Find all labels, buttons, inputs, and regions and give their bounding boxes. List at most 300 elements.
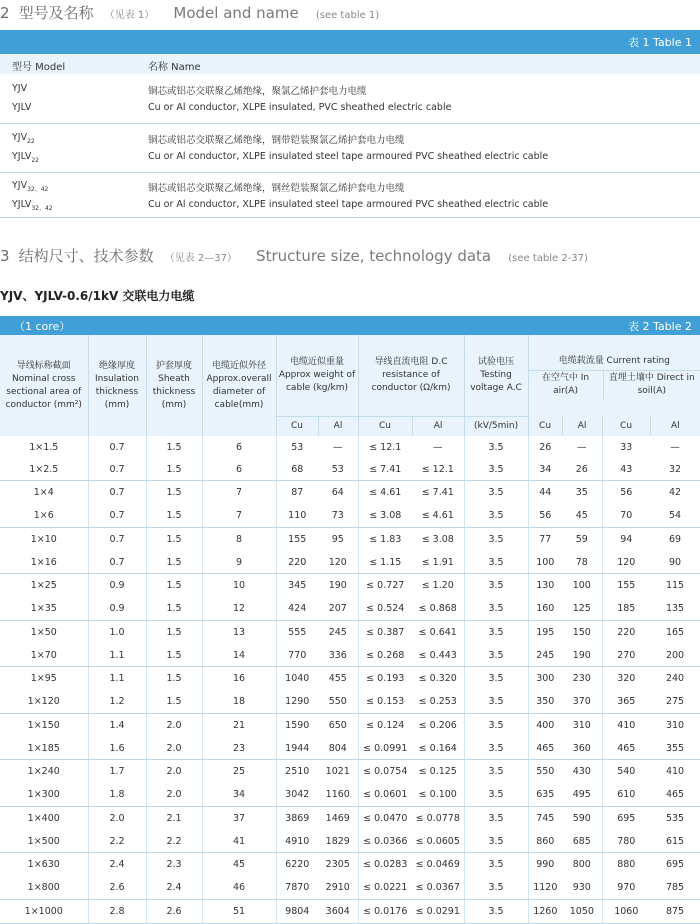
cell-res-al: ≤ 0.641 bbox=[412, 620, 464, 644]
cell-diameter: 7 bbox=[202, 481, 276, 505]
cell-weight-cu: 87 bbox=[291, 487, 304, 499]
cell-res-cu: ≤ 0.0176 bbox=[358, 899, 412, 923]
section-number: 3 bbox=[0, 247, 10, 265]
cell-soil-cu: 320 bbox=[617, 673, 636, 685]
cell-weight-cu: 7870 bbox=[276, 877, 318, 900]
specs-table bbox=[0, 335, 700, 924]
cell-soil-al: 165 bbox=[665, 626, 685, 638]
cell-section: 1×1000 bbox=[0, 899, 88, 923]
cell-weight-al: 120 bbox=[318, 551, 358, 574]
cell-voltage: 3.5 bbox=[464, 691, 528, 714]
cell-soil-al: 54 bbox=[650, 505, 700, 528]
cell-voltage: 3.5 bbox=[464, 644, 528, 667]
cell-res-al: ≤ 0.206 bbox=[412, 713, 464, 737]
cell-air-al: 78 bbox=[562, 551, 602, 574]
cell-air-al: 35 bbox=[562, 481, 602, 505]
cell-voltage: 3.5 bbox=[464, 620, 528, 644]
cell-sheath: 1.5 bbox=[146, 598, 202, 621]
cell-voltage: 3.5 bbox=[464, 853, 528, 877]
section-title-cn: 结构尺寸、技术参数 bbox=[18, 247, 154, 265]
cell-soil-al: 355 bbox=[650, 737, 700, 760]
cell-res-cu: ≤ 0.0221 bbox=[358, 877, 412, 900]
cell-air-al: 310 bbox=[562, 713, 602, 737]
cell-soil-al: 410 bbox=[665, 766, 685, 778]
cell-soil-cu: 185 bbox=[602, 598, 650, 621]
cell-res-cu: ≤ 4.61 bbox=[369, 487, 402, 499]
table1-caption-bar bbox=[0, 30, 700, 54]
cell-sheath: 1.5 bbox=[146, 505, 202, 528]
cell-soil-al: 135 bbox=[650, 598, 700, 621]
model-name-en: Cu or Al conductor, XLPE insulated steel tape armoured PVC sheathed electric cable bbox=[148, 199, 549, 210]
cell-voltage: 3.5 bbox=[464, 737, 528, 760]
table-row bbox=[0, 737, 700, 760]
cell-diameter: 23 bbox=[202, 737, 276, 760]
cell-section: 1×6 bbox=[0, 505, 88, 528]
cell-weight-al: 3604 bbox=[318, 899, 358, 923]
cell-soil-cu: 780 bbox=[602, 830, 650, 853]
table-row bbox=[0, 644, 700, 667]
table1-label: 表 1 Table 1 bbox=[628, 36, 692, 49]
cell-sheath: 2.0 bbox=[146, 713, 202, 737]
cell-sheath: 2.3 bbox=[146, 853, 202, 877]
cell-diameter: 25 bbox=[202, 760, 276, 784]
cell-sheath: 1.5 bbox=[146, 551, 202, 574]
model-name-en: Cu or Al conductor, XLPE insulated, PVC sheathed electric cable bbox=[148, 102, 452, 113]
cell-sheath: 2.6 bbox=[146, 899, 202, 923]
cell-res-cu: ≤ 0.0754 bbox=[363, 766, 408, 778]
cell-res-cu: ≤ 0.153 bbox=[358, 691, 412, 714]
cell-diameter: 6 bbox=[202, 436, 276, 458]
section-title-structure bbox=[0, 245, 588, 266]
cell-soil-cu: 94 bbox=[620, 533, 633, 545]
cell-air-cu: 350 bbox=[528, 691, 562, 714]
cell-weight-al: 1021 bbox=[318, 760, 358, 784]
cell-insulation: 1.0 bbox=[88, 620, 146, 644]
cell-res-cu: ≤ 0.0470 bbox=[363, 812, 408, 824]
cell-section: 1×120 bbox=[0, 691, 88, 714]
cell-air-al: 800 bbox=[562, 853, 602, 877]
cell-sheath: 2.4 bbox=[146, 877, 202, 900]
cell-air-al: 125 bbox=[562, 598, 602, 621]
cell-weight-al: 73 bbox=[318, 505, 358, 528]
table-row bbox=[0, 527, 700, 551]
cell-soil-al: 240 bbox=[665, 673, 685, 685]
table-row bbox=[0, 853, 700, 877]
cell-soil-cu: 410 bbox=[617, 719, 636, 731]
cell-insulation: 0.9 bbox=[88, 574, 146, 598]
cell-diameter: 8 bbox=[202, 527, 276, 551]
cell-res-al: ≤ 0.164 bbox=[412, 737, 464, 760]
cell-voltage: 3.5 bbox=[464, 713, 528, 737]
cell-weight-cu: 1040 bbox=[285, 673, 310, 685]
cell-weight-al: 1160 bbox=[318, 784, 358, 807]
cell-weight-cu: 53 bbox=[291, 441, 304, 453]
table1-header bbox=[0, 54, 700, 74]
cell-section: 1×25 bbox=[0, 574, 88, 598]
cell-diameter: 37 bbox=[202, 806, 276, 830]
cell-insulation: 0.7 bbox=[88, 551, 146, 574]
header-soil: 直埋土壤中 Direct in soil(A) bbox=[608, 372, 695, 396]
cell-soil-al: 875 bbox=[650, 899, 700, 923]
cell-section: 1×16 bbox=[0, 551, 88, 574]
cell-air-cu: 130 bbox=[536, 580, 555, 592]
header-rating-label: 电缆载流量 Current rating bbox=[529, 353, 700, 371]
cell-air-al: 360 bbox=[562, 737, 602, 760]
cell-res-al: ≤ 0.0367 bbox=[412, 877, 464, 900]
cell-weight-cu: 68 bbox=[276, 458, 318, 481]
cell-section: 1×300 bbox=[0, 784, 88, 807]
cell-diameter: 14 bbox=[202, 644, 276, 667]
cell-diameter: 10 bbox=[202, 574, 276, 598]
cell-weight-cu: 3042 bbox=[276, 784, 318, 807]
cell-res-al: ≤ 0.100 bbox=[412, 784, 464, 807]
section-number: 2 bbox=[0, 4, 10, 22]
cell-section: 1×70 bbox=[0, 644, 88, 667]
cell-soil-al: 535 bbox=[665, 812, 685, 824]
cell-air-al: 370 bbox=[562, 691, 602, 714]
cell-soil-cu: 880 bbox=[617, 859, 636, 871]
table1-header-model: 型号 Model bbox=[12, 62, 66, 73]
cell-res-al: ≤ 0.0778 bbox=[412, 806, 464, 830]
cell-air-cu: 44 bbox=[539, 487, 552, 499]
cell-weight-al: 95 bbox=[318, 527, 358, 551]
cell-section: 1×185 bbox=[0, 737, 88, 760]
cell-air-cu: 745 bbox=[536, 812, 555, 824]
table1-row bbox=[0, 124, 700, 173]
cell-soil-cu: 70 bbox=[602, 505, 650, 528]
cell-air-cu: 160 bbox=[528, 598, 562, 621]
cell-insulation: 0.7 bbox=[88, 527, 146, 551]
cell-section: 1×150 bbox=[0, 713, 88, 737]
cell-voltage: 3.5 bbox=[464, 667, 528, 691]
cell-sheath: 1.5 bbox=[146, 574, 202, 598]
cell-voltage: 3.5 bbox=[464, 877, 528, 900]
cell-soil-cu: 970 bbox=[602, 877, 650, 900]
cell-insulation: 0.7 bbox=[88, 458, 146, 481]
cell-res-al: ≤ 1.20 bbox=[412, 574, 464, 598]
cell-section: 1×400 bbox=[0, 806, 88, 830]
cell-res-al: ≤ 0.320 bbox=[412, 667, 464, 691]
cell-soil-cu: 365 bbox=[602, 691, 650, 714]
cell-diameter: 21 bbox=[202, 713, 276, 737]
cell-air-cu: 1260 bbox=[528, 899, 562, 923]
table-row bbox=[0, 620, 700, 644]
cell-soil-al: 615 bbox=[650, 830, 700, 853]
header-section: 导线标称截面 Nominal cross sectional area of conductor (mm²) bbox=[0, 335, 88, 436]
cell-sheath: 2.0 bbox=[146, 784, 202, 807]
cell-soil-al: 32 bbox=[650, 458, 700, 481]
cell-air-al: 495 bbox=[562, 784, 602, 807]
cell-air-al: — bbox=[562, 436, 602, 458]
header-air: 在空气中 In air(A) bbox=[529, 371, 604, 399]
section-title-model bbox=[0, 2, 379, 23]
cell-weight-al: 455 bbox=[318, 667, 358, 691]
cell-diameter: 9 bbox=[202, 551, 276, 574]
cell-diameter: 16 bbox=[202, 667, 276, 691]
cell-soil-cu: 56 bbox=[620, 487, 633, 499]
table-row bbox=[0, 784, 700, 807]
header-air-cu: Cu bbox=[528, 416, 562, 436]
table1-row bbox=[0, 75, 700, 124]
cell-soil-cu: 220 bbox=[617, 626, 636, 638]
cell-voltage: 3.5 bbox=[464, 806, 528, 830]
model-name-cn: 铜芯或铝芯交联聚乙烯绝缘，聚氯乙烯护套电力电缆 bbox=[148, 86, 367, 97]
cell-weight-al: 2305 bbox=[318, 853, 358, 877]
cell-sheath: 2.0 bbox=[146, 760, 202, 784]
header-res-cu: Cu bbox=[358, 416, 412, 436]
cell-air-cu: 860 bbox=[528, 830, 562, 853]
cell-section: 1×95 bbox=[0, 667, 88, 691]
section-title-en: Model and name bbox=[173, 4, 299, 22]
cell-air-cu: 990 bbox=[536, 859, 555, 871]
cell-weight-al: 550 bbox=[318, 691, 358, 714]
cell-insulation: 2.2 bbox=[88, 830, 146, 853]
cell-res-cu: ≤ 0.268 bbox=[358, 644, 412, 667]
cell-res-cu: ≤ 0.0283 bbox=[363, 859, 408, 871]
cell-weight-al: 336 bbox=[318, 644, 358, 667]
cell-weight-al: 64 bbox=[318, 481, 358, 505]
cell-voltage: 3.5 bbox=[464, 598, 528, 621]
table-row bbox=[0, 830, 700, 853]
table-row bbox=[0, 691, 700, 714]
model-name-en: Cu or Al conductor, XLPE insulated steel tape armoured PVC sheathed electric cable bbox=[148, 151, 549, 162]
cell-diameter: 34 bbox=[202, 784, 276, 807]
cell-insulation: 0.7 bbox=[88, 436, 146, 458]
model-code-al: $YJLV_{32、42}$ bbox=[12, 199, 53, 212]
cell-voltage: 3.5 bbox=[464, 830, 528, 853]
cell-air-al: 1050 bbox=[562, 899, 602, 923]
cell-res-cu: ≤ 1.83 bbox=[369, 533, 402, 545]
table-row bbox=[0, 713, 700, 737]
cell-weight-cu: 1590 bbox=[285, 719, 310, 731]
cell-res-al: ≤ 0.443 bbox=[412, 644, 464, 667]
cell-res-cu: ≤ 0.0991 bbox=[358, 737, 412, 760]
cable-subheading: YJV、YJLV-0.6/1kV 交联电力电缆 bbox=[0, 289, 195, 303]
cell-insulation: 1.6 bbox=[88, 737, 146, 760]
section-note-cn: （见表 2—37） bbox=[164, 253, 238, 264]
cell-diameter: 7 bbox=[202, 505, 276, 528]
cell-air-cu: 100 bbox=[528, 551, 562, 574]
cell-insulation: 0.7 bbox=[88, 505, 146, 528]
cell-weight-cu: 345 bbox=[288, 580, 307, 592]
model-name-cn: 铜芯或铝芯交联聚乙烯绝缘，钢带铠装聚氯乙烯护套电力电缆 bbox=[148, 135, 405, 146]
cell-weight-cu: 220 bbox=[276, 551, 318, 574]
cell-soil-al: 200 bbox=[650, 644, 700, 667]
cell-insulation: 1.8 bbox=[88, 784, 146, 807]
cell-air-cu: 56 bbox=[528, 505, 562, 528]
cell-soil-cu: 43 bbox=[602, 458, 650, 481]
cell-insulation: 2.6 bbox=[88, 877, 146, 900]
cell-diameter: 13 bbox=[202, 620, 276, 644]
cell-voltage: 3.5 bbox=[464, 505, 528, 528]
cell-section: 1×10 bbox=[0, 527, 88, 551]
table2-label: 表 2 Table 2 bbox=[628, 319, 692, 333]
cell-res-cu: ≤ 1.15 bbox=[358, 551, 412, 574]
header-weight-cu: Cu bbox=[276, 416, 318, 436]
section-note-en: (see table 1) bbox=[315, 10, 380, 21]
cell-soil-al: — bbox=[670, 441, 680, 453]
cell-section: 1×35 bbox=[0, 598, 88, 621]
model-code-al: $YJLV_{22}$ bbox=[12, 151, 39, 164]
cell-res-cu: ≤ 0.193 bbox=[366, 673, 405, 685]
cell-weight-cu: 9804 bbox=[276, 899, 318, 923]
cell-res-al: ≤ 3.08 bbox=[412, 527, 464, 551]
cell-soil-cu: 540 bbox=[617, 766, 636, 778]
cell-res-cu: ≤ 12.1 bbox=[369, 441, 402, 453]
cell-air-cu: 245 bbox=[528, 644, 562, 667]
cell-sheath: 1.5 bbox=[146, 481, 202, 505]
table1-row bbox=[0, 172, 700, 218]
cell-air-cu: 400 bbox=[536, 719, 555, 731]
cell-air-cu: 300 bbox=[536, 673, 555, 685]
header-insulation: 绝缘厚度 Insulation thickness (mm) bbox=[88, 335, 146, 436]
cell-section: 1×50 bbox=[0, 620, 88, 644]
header-rating bbox=[528, 335, 700, 416]
cell-soil-al: 69 bbox=[668, 533, 682, 545]
cell-weight-cu: 1290 bbox=[276, 691, 318, 714]
cell-air-cu: 26 bbox=[539, 441, 552, 453]
cell-air-al: 430 bbox=[562, 760, 602, 784]
cell-weight-cu: 555 bbox=[288, 626, 307, 638]
cell-sheath: 2.0 bbox=[146, 737, 202, 760]
cell-air-cu: 550 bbox=[536, 766, 555, 778]
cell-res-cu: ≤ 0.524 bbox=[358, 598, 412, 621]
cell-insulation: 2.4 bbox=[88, 853, 146, 877]
cell-weight-al: 190 bbox=[318, 574, 358, 598]
cell-insulation: 2.8 bbox=[88, 899, 146, 923]
cell-voltage: 3.5 bbox=[464, 458, 528, 481]
model-code-al: YJLV bbox=[12, 102, 32, 113]
cell-diameter: 18 bbox=[202, 691, 276, 714]
table-row bbox=[0, 436, 700, 458]
cell-weight-al: 1469 bbox=[318, 806, 358, 830]
cell-weight-al: 1829 bbox=[318, 830, 358, 853]
cell-res-al: ≤ 0.125 bbox=[412, 760, 464, 784]
cell-weight-cu: 2510 bbox=[285, 766, 310, 778]
cell-air-al: 150 bbox=[562, 620, 602, 644]
cell-res-al: ≤ 0.0469 bbox=[412, 853, 464, 877]
cell-air-cu: 34 bbox=[528, 458, 562, 481]
section-title-cn: 型号及名称 bbox=[18, 4, 94, 22]
header-soil-cu: Cu bbox=[602, 416, 650, 436]
cell-weight-al: 2910 bbox=[318, 877, 358, 900]
cell-soil-cu: 1060 bbox=[602, 899, 650, 923]
section-title-en: Structure size, technology data bbox=[256, 247, 492, 265]
header-diameter: 电缆近似外径 Approx.overall diameter of cable(mm) bbox=[202, 335, 276, 436]
cell-section: 1×2.5 bbox=[0, 458, 88, 481]
cell-air-al: 685 bbox=[562, 830, 602, 853]
cell-air-al: 100 bbox=[562, 574, 602, 598]
cell-section: 1×240 bbox=[0, 760, 88, 784]
cell-weight-al: — bbox=[318, 436, 358, 458]
cell-insulation: 1.7 bbox=[88, 760, 146, 784]
header-weight: 电缆近似重量 Approx weight of cable (kg/km) bbox=[276, 335, 358, 416]
cell-sheath: 1.5 bbox=[146, 458, 202, 481]
cell-insulation: 0.7 bbox=[88, 481, 146, 505]
cell-weight-cu: 4910 bbox=[276, 830, 318, 853]
cell-weight-al: 53 bbox=[318, 458, 358, 481]
cell-sheath: 1.5 bbox=[146, 527, 202, 551]
cell-voltage: 3.5 bbox=[464, 574, 528, 598]
cell-insulation: 2.0 bbox=[88, 806, 146, 830]
cell-soil-cu: 155 bbox=[617, 580, 636, 592]
cell-air-cu: 635 bbox=[528, 784, 562, 807]
cell-voltage: 3.5 bbox=[464, 899, 528, 923]
header-sheath: 护套厚度 Sheath thickness (mm) bbox=[146, 335, 202, 436]
cell-sheath: 1.5 bbox=[146, 620, 202, 644]
header-resistance: 导线直流电阻 D.C resistance of conductor (Ω/km) bbox=[358, 335, 464, 416]
cell-weight-al: 207 bbox=[318, 598, 358, 621]
cell-section: 1×500 bbox=[0, 830, 88, 853]
cell-diameter: 51 bbox=[202, 899, 276, 923]
table-row bbox=[0, 667, 700, 691]
cell-weight-cu: 424 bbox=[276, 598, 318, 621]
model-code: YJV bbox=[12, 83, 28, 94]
header-air-al: Al bbox=[562, 416, 602, 436]
cell-weight-cu: 6220 bbox=[285, 859, 310, 871]
cell-diameter: 41 bbox=[202, 830, 276, 853]
table-row bbox=[0, 551, 700, 574]
cell-diameter: 6 bbox=[202, 458, 276, 481]
table-row bbox=[0, 806, 700, 830]
cell-voltage: 3.5 bbox=[464, 527, 528, 551]
cell-res-cu: ≤ 0.124 bbox=[366, 719, 405, 731]
cell-weight-cu: 110 bbox=[276, 505, 318, 528]
header-voltage: 试验电压 Testing voltage A.C bbox=[464, 335, 528, 416]
cell-voltage: 3.5 bbox=[464, 760, 528, 784]
cell-air-al: 230 bbox=[562, 667, 602, 691]
cell-soil-cu: 120 bbox=[602, 551, 650, 574]
cell-sheath: 1.5 bbox=[146, 436, 202, 458]
cell-diameter: 46 bbox=[202, 877, 276, 900]
cell-weight-cu: 770 bbox=[276, 644, 318, 667]
cell-section: 1×4 bbox=[0, 481, 88, 505]
table-row bbox=[0, 505, 700, 528]
table-row bbox=[0, 877, 700, 900]
cell-res-al: ≤ 7.41 bbox=[412, 481, 464, 505]
cell-res-cu: ≤ 0.387 bbox=[366, 626, 405, 638]
table1-header-name: 名称 Name bbox=[148, 62, 201, 73]
cell-res-al: ≤ 0.868 bbox=[412, 598, 464, 621]
cell-insulation: 1.1 bbox=[88, 667, 146, 691]
cell-air-al: 59 bbox=[562, 527, 602, 551]
cell-res-cu: ≤ 7.41 bbox=[358, 458, 412, 481]
cell-weight-cu: 155 bbox=[288, 533, 307, 545]
cell-res-cu: ≤ 0.0366 bbox=[358, 830, 412, 853]
cell-soil-al: 465 bbox=[650, 784, 700, 807]
cell-air-cu: 1120 bbox=[528, 877, 562, 900]
table-row bbox=[0, 760, 700, 784]
section-note-cn: （见表 1） bbox=[104, 10, 155, 21]
cell-soil-cu: 465 bbox=[602, 737, 650, 760]
cell-voltage: 3.5 bbox=[464, 481, 528, 505]
cell-sheath: 2.1 bbox=[146, 806, 202, 830]
cell-section: 1×800 bbox=[0, 877, 88, 900]
cell-weight-al: 245 bbox=[318, 620, 358, 644]
cell-diameter: 12 bbox=[202, 598, 276, 621]
cell-soil-cu: 33 bbox=[620, 441, 633, 453]
cell-soil-cu: 695 bbox=[617, 812, 636, 824]
cell-sheath: 1.5 bbox=[146, 667, 202, 691]
model-code: $YJV_{22}$ bbox=[12, 132, 35, 145]
cell-res-cu: ≤ 3.08 bbox=[358, 505, 412, 528]
cell-soil-al: 42 bbox=[668, 487, 682, 499]
table2-caption-bar bbox=[0, 316, 700, 335]
table-row bbox=[0, 899, 700, 923]
model-code: $YJV_{32、42}$ bbox=[12, 180, 49, 193]
cell-air-al: 590 bbox=[562, 806, 602, 830]
model-name-cn: 铜芯或铝芯交联聚乙烯绝缘，钢丝铠装聚氯乙烯护套电力电缆 bbox=[148, 183, 405, 194]
